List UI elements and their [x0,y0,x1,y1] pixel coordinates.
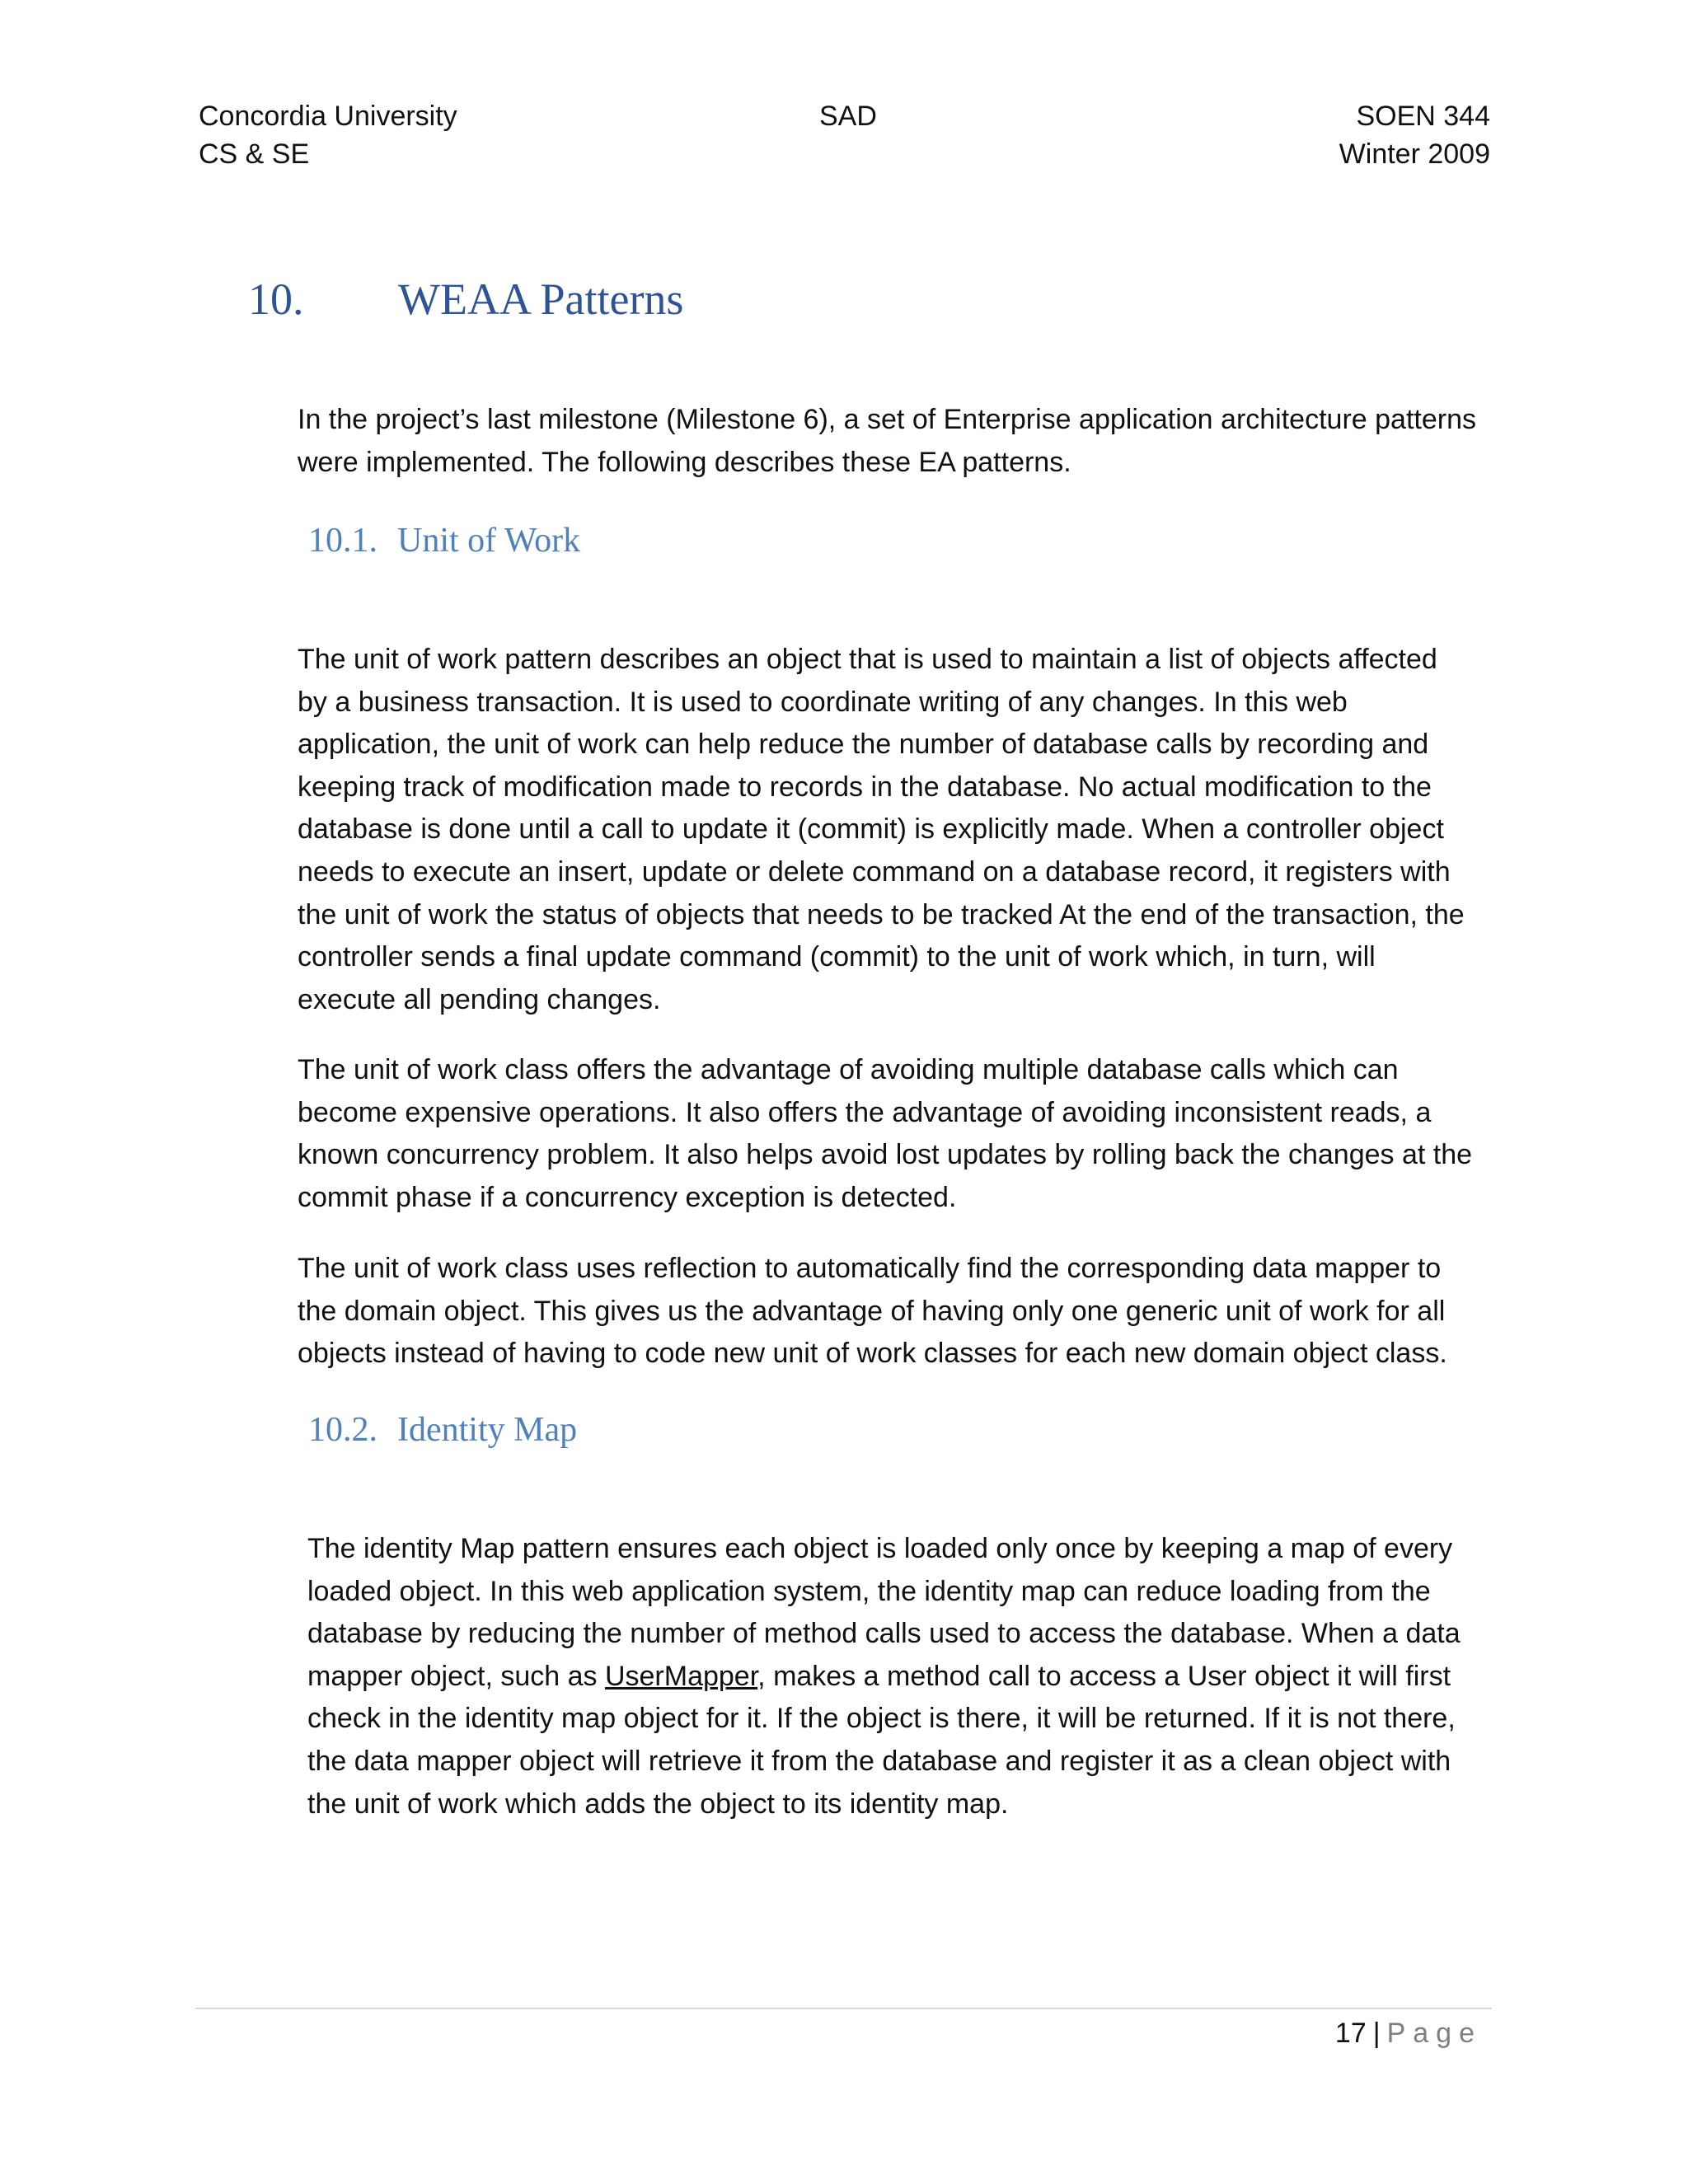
page-number: 17 [1334,2018,1367,2049]
page-footer [1335,2014,1482,2052]
unit-of-work-paragraph-3: The unit of work class uses reflection to automatically find the corresponding data mapper to the domain object. This gives us the advantage of having only one generic unit of work for all objects instead of having to code new unit of work classes for each new domain object class. [298,1253,1447,1370]
identity-map-paragraph [307,1528,1503,1825]
subsection-heading-identity-map [308,1407,577,1453]
header-university: Concordia University [199,101,457,132]
unit-of-work-paragraph-1: The unit of work pattern describes an object that is used to maintain a list of objects affected by a business transaction. It is used to coordinate writing of any changes. In this web application, the unit of work can help reduce the number of database calls by recording and keeping track of modification made to records in the database. No actual modification to the database is done until a call to update it (commit) is explicitly made. When a controller object needs to execute an insert, update or delete command on a database record, it registers with the unit of work the status of objects that needs to be tracked At the end of the transaction, the controller sends a final update command (commit) to the unit of work which, in turn, will execute all pending changes. [298,644,1465,1015]
subsection-number: 10.2. [308,1411,377,1449]
header-left [199,97,457,173]
section-number: 10. [248,274,304,324]
identity-map-text-start: The identity Map pattern ensures each object is loaded only once by keeping a map of every loaded object. In this web application system, the identity map can reduce loading from the database by reducing the number of method calls used to access the database. When a data mapper object, such as [307,1533,1461,1692]
section-title: WEAA Patterns [398,274,684,324]
header-term: Winter 2009 [1339,138,1490,170]
section-heading [248,270,683,328]
subsection-title: Unit of Work [397,522,581,560]
header-center [819,97,877,135]
header-department: CS & SE [199,138,310,170]
identity-map-text-end: , makes a method call to access a User object it will first check in the identity map object for it. If the object is there, it will be returned. If it is not there, the data mapper object will retrieve it from the database and register it as a clean object with the unit of work which adds the object to its identity map. [307,1660,1456,1820]
subsection-number: 10.1. [308,522,377,560]
unit-of-work-paragraph-2: The unit of work class offers the advantage of avoiding multiple database calls which can become expensive operations. It also offers the advantage of avoiding inconsistent reads, a known concurrency problem. It also helps avoid lost updates by rolling back the changes at the commit phase if a concurrency exception is detected. [298,1054,1473,1213]
usermapper-reference: UserMapper [604,1660,758,1692]
footer-divider [195,2008,1492,2009]
footer-separator: | [1372,2018,1381,2049]
section-intro-paragraph: In the project’s last milestone (Milestone 6), a set of Enterprise application architecture patterns were implemented. The following describes these EA patterns. [298,404,1476,478]
header-right [1339,97,1490,173]
page-label: Page [1386,2018,1482,2049]
subsection-title: Identity Map [397,1411,578,1449]
header-document-type: SAD [819,101,877,132]
header-course: SOEN 344 [1356,101,1490,132]
subsection-heading-unit-of-work [308,518,580,564]
